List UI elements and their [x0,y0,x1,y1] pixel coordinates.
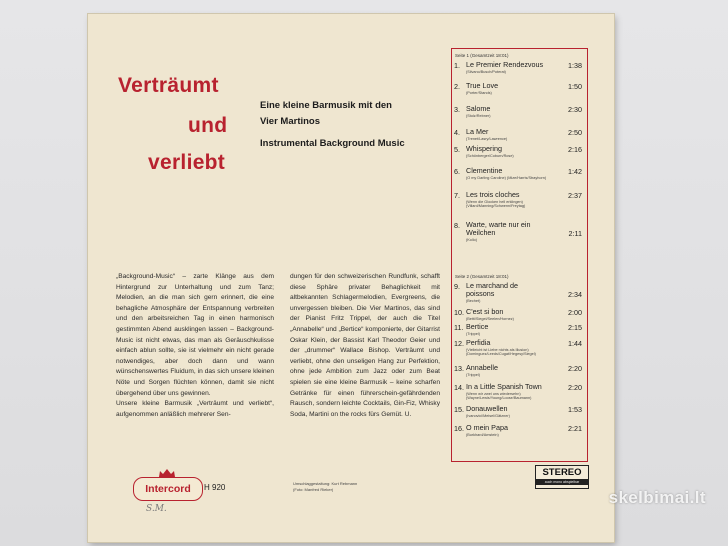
track-duration: 2:30 [568,105,582,114]
side-2-header: Seite 2 (Gesamtzeit 18:01) [455,274,509,279]
track-duration: 2:37 [568,191,582,200]
track-title: Salome [466,104,491,113]
track-number: 15. [454,405,464,414]
track-duration: 2:20 [568,364,582,373]
title-line-1: Verträumt [118,74,219,97]
track-credit: (Bechet) [466,299,481,303]
track-credit: (Schönberger/Coburn/Rose) [466,154,514,158]
track-number: 4. [454,128,460,137]
track-credit: (Wenn die Glocken hell erklingen) (Villard/Manning/Schwenn/Freytag) [466,200,526,208]
track-duration: 2:00 [568,308,582,317]
track-number: 1. [454,61,460,70]
liner-notes-right: dungen für den schweizerischen Rundfunk, schafft diese Sphäre privater Behaglichkeit mit altbekannten Schlagermelodien, Evergreens, die unvergessen bleiben. Die Vier Martinos, das sind der Pianist Fritz Trippel, der auch die Titel „Annabelle“ und „Bertice“ komponierte, der Gitarrist Oskar Klein, der Bassist Karl Theodor Geier und der „drummer“ Wallace Bishop. Verträumt und verliebt, ohne den unseligen Hang zur Perfektion, ohne jede Ambition zum Jazz oder zum Beat spielen sie eine kleine Barmusik – keine scharfen Getränke für einen führerschein-gefährdenden Rausch, sondern leichte Cocktails, Gin-Fiz, Whisky Soda, Martini on the rocks fürs Gemüt. U. [290,273,440,418]
stereo-sublabel: auch mono abspielbar [536,479,588,485]
design-credit [293,481,357,493]
track-number: 10. [454,308,464,317]
track-number: 2. [454,82,460,91]
liner-notes-paragraph-1: „Background-Music“ – zarte Klänge aus dem Hintergrund zur Unterhaltung und zum Tanz; Melodien, an die man sich gern erinnert, die eine behagliche Atmosphäre der Entspannung verbreiten und den arbeitsreichen Tag in einen harmonisch gestimmten Abend ausklingen lassen – Background-Music ist nicht etwas, das man als Geräuschkulisse einfach ablun sollte, sie ist vielmehr ein nicht gerade notwendiges, aber doch dann und wann wünschenswertes Fluidum, in das sich unsere kleinen Nöte und Sorgen flüchten können, damit sie nicht übergehend über uns gewinnen. [116,273,274,397]
track-number: 6. [454,167,460,176]
design-credit-line-2: (Foto: Manfred Rieker) [293,487,334,492]
watermark: skelbimai.lt [608,488,706,507]
track-duration: 2:11 [568,229,582,238]
track-title: La Mer [466,127,489,136]
track-duration: 1:50 [568,82,582,91]
title-line-3: verliebt [148,151,226,174]
track-number: 5. [454,145,460,154]
track-title: Warte, warte nur ein Weilchen [466,220,531,237]
stereo-badge [535,465,589,489]
track-title: Le marchand de poissons [466,281,518,298]
track-duration: 1:42 [568,167,582,176]
track-number: 14. [454,383,464,392]
track-number: 11. [454,323,464,332]
subtitle-line-2: Vier Martinos [260,116,321,127]
design-credit-line-1: Umschlaggestaltung: Kurt Rebmann [293,481,358,486]
track-number: 8. [454,221,460,230]
track-number: 9. [454,282,460,291]
handwritten-initials: S.M. [146,504,167,514]
track-credit: (Wenn wir zwei uns wiedersehn) (Wayne/Lewis/Young/Loose/Baumann) [466,392,532,400]
track-title: Le Premier Rendezvous [466,60,544,69]
track-credit: (Burkhard/Amstein) [466,433,499,437]
subtitle-line-3: Instrumental Background Music [260,138,405,149]
record-sleeve [88,14,614,542]
liner-notes-left [116,272,274,420]
track-title: Donauwellen [466,404,508,413]
track-duration: 1:44 [568,339,582,348]
track-title: Annabelle [466,363,498,372]
track-number: 13. [454,364,464,373]
track-title: Les trois cloches [466,190,520,199]
side-1-header: Seite 1 (Gesamtzeit 18:01) [455,53,509,58]
track-number: 12. [454,339,464,348]
track-duration: 2:34 [568,290,582,299]
track-title: Clementine [466,166,503,175]
track-credit: (Trippel) [466,373,480,377]
track-duration: 2:15 [568,323,582,332]
track-credit: (O my Darling Caroline) (Mize/Harris/Strayhorn) [466,176,547,180]
liner-notes-paragraph-2: Unsere kleine Barmusik „Verträumt und verliebt“, aufgenommen anläßlich mehrerer Sen- [116,400,274,418]
track-title: Bertice [466,322,489,331]
track-duration: 2:20 [568,383,582,392]
track-credit: (Ivanovici/Meisel/Gätzner) [466,414,510,418]
track-duration: 2:16 [568,145,582,154]
track-credit: (Porter/Stands) [466,91,492,95]
track-number: 3. [454,105,460,114]
track-title: O mein Papa [466,423,508,432]
track-duration: 1:53 [568,405,582,414]
track-duration: 2:50 [568,128,582,137]
track-number: 16. [454,424,464,433]
title-line-2: und [188,114,228,137]
track-title: In a Little Spanish Town [466,382,542,391]
track-credit: (Vielleicht ist Liebe nichts als Illusion) (Dominguez/Leeds/Cugat/Hegesy/Siegel) [466,348,536,356]
catalog-number: H 920 [204,483,226,492]
track-credit: (Trenet/Lasry/Lawrence) [466,137,508,141]
track-credit: (Betti/Siegel/Seelen/Hornez) [466,317,514,321]
track-title: Perfidia [466,338,491,347]
subtitle-line-1: Eine kleine Barmusik mit den [260,100,392,111]
intercord-logo: Intercord [133,477,203,501]
track-duration: 1:38 [568,61,582,70]
track-credit: (Silvano/Busch/Poterat) [466,70,506,74]
track-credit: (Stolz/Rebner) [466,114,491,118]
track-credit: (Trippel) [466,332,480,336]
tracklist-box [451,48,588,462]
track-title: C'est si bon [466,307,504,316]
track-duration: 2:21 [568,424,582,433]
stereo-label: STEREO [542,467,582,478]
track-title: True Love [466,81,499,90]
track-number: 7. [454,191,460,200]
track-credit: (Kollo) [466,238,477,242]
track-title: Whispering [466,144,502,153]
